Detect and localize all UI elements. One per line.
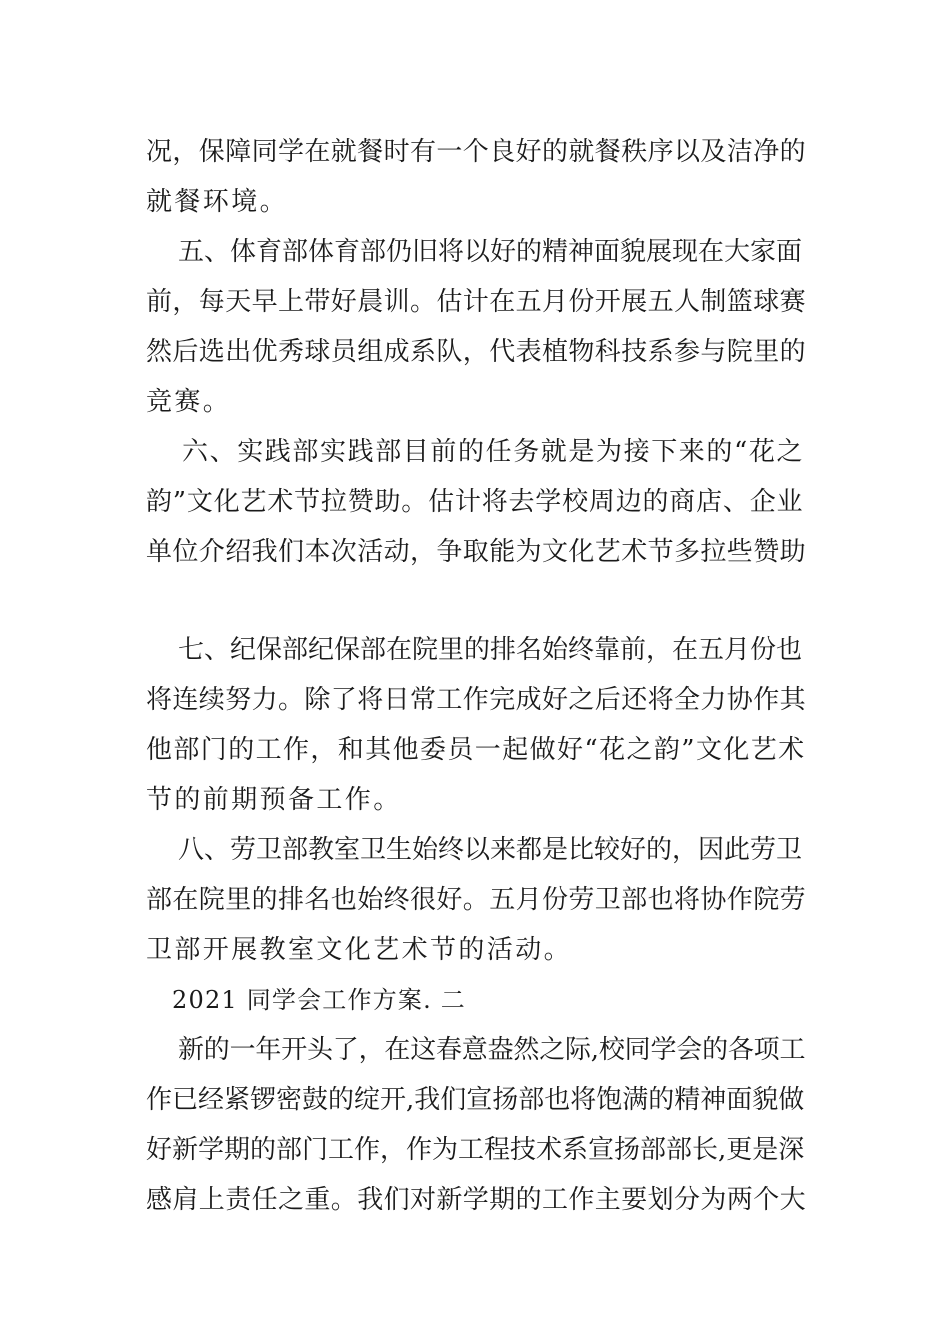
section-eight-first-line: 八、劳卫部教室卫生始终以来都是比较好的，因此劳卫 <box>178 835 803 865</box>
text-line: 前，每天早上带好晨训。估计在五月份开展五人制篮球赛 <box>146 287 807 317</box>
text-line: 况，保障同学在就餐时有一个良好的就餐秩序以及洁净的 <box>146 137 807 167</box>
text-line: 竞赛。 <box>146 387 232 417</box>
section-seven-first-line: 七、纪保部纪保部在院里的排名始终靠前，在五月份也 <box>178 635 803 665</box>
paragraph-first-line: 新的一年开头了，在这春意盎然之际,校同学会的各项工 <box>178 1035 806 1065</box>
text-line: 他部门的工作，和其他委员一起做好“花之韵”文化艺术 <box>146 735 806 765</box>
text-line: 部在院里的排名也始终很好。五月份劳卫部也将协作院劳 <box>146 885 807 915</box>
text-line: 感肩上责任之重。我们对新学期的工作主要划分为两个大 <box>146 1185 807 1215</box>
text-line: 然后选出优秀球员组成系队，代表植物科技系参与院里的 <box>146 337 807 367</box>
text-line: 作已经紧锣密鼓的绽开,我们宣扬部也将饱满的精神面貌做 <box>146 1085 805 1115</box>
section-six-first-line: 六、实践部实践部目前的任务就是为接下来的“花之 <box>182 437 805 467</box>
section-heading: 2021 同学会工作方案. 二 <box>172 986 466 1014</box>
text-line: 将连续努力。除了将日常工作完成好之后还将全力协作其 <box>146 685 807 715</box>
text-line: 就餐环境。 <box>146 187 289 217</box>
text-line: 好新学期的部门工作，作为工程技术系宣扬部部长,更是深 <box>146 1135 805 1165</box>
text-line: 节的前期预备工作。 <box>146 785 402 815</box>
text-line: 单位介绍我们本次活动，争取能为文化艺术节多拉些赞助 <box>146 537 807 567</box>
text-line: 韵”文化艺术节拉赞助。估计将去学校周边的商店、企业 <box>146 487 804 517</box>
text-line: 卫部开展教室文化艺术节的活动。 <box>146 935 573 965</box>
section-five-first-line: 五、体育部体育部仍旧将以好的精神面貌展现在大家面 <box>178 237 803 267</box>
